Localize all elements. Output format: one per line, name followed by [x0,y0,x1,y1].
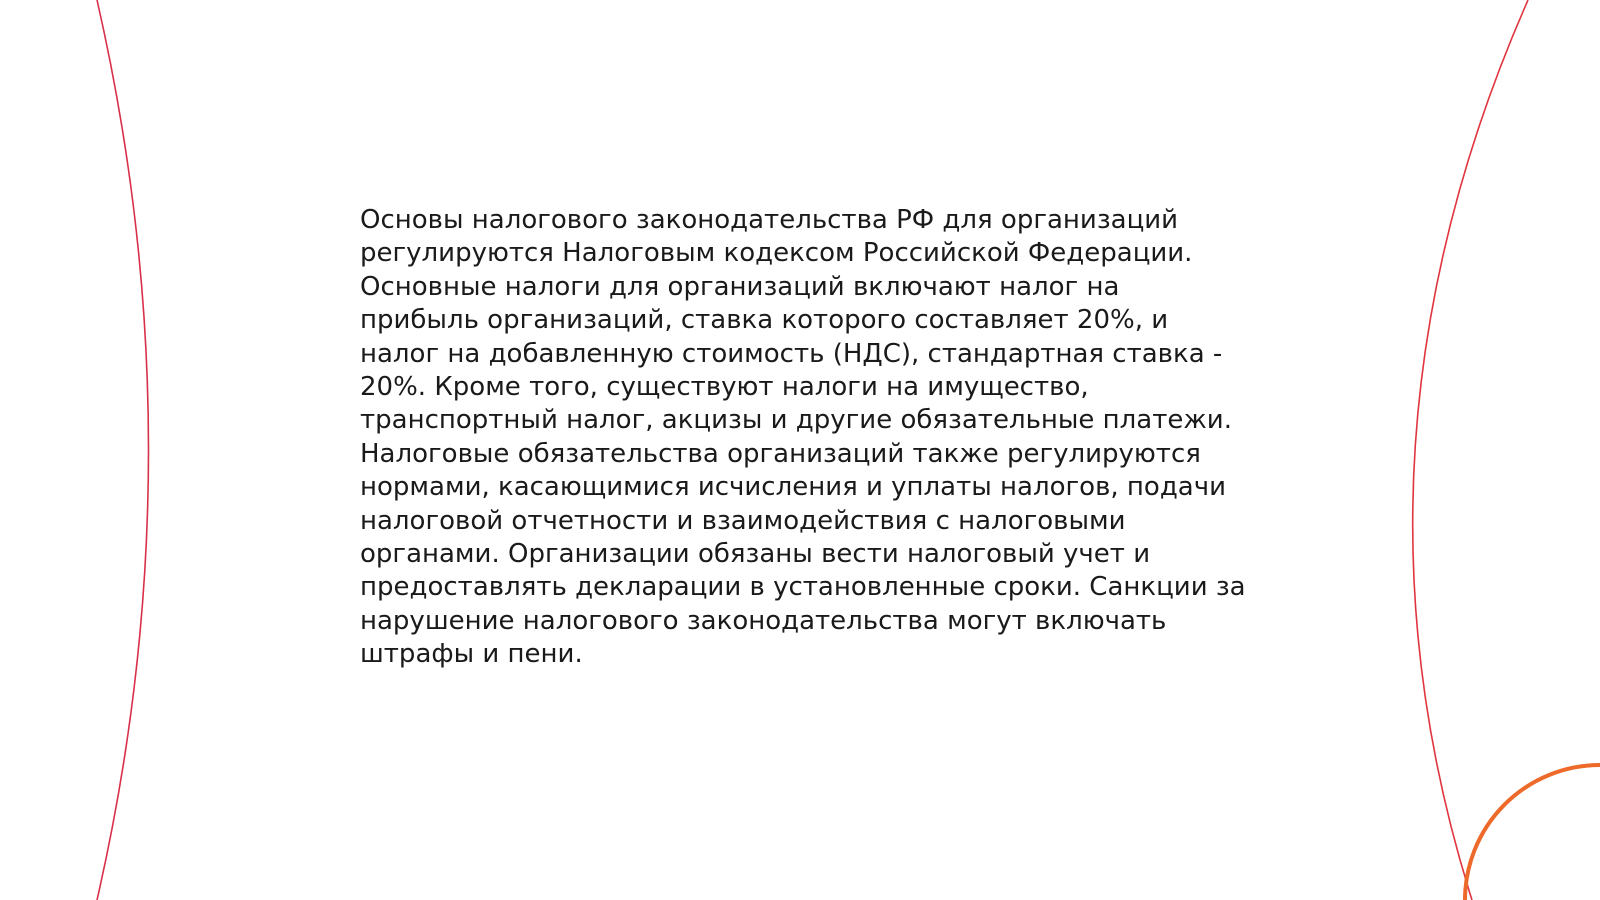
orange-arc [1465,765,1600,900]
text-line: налог на добавленную стоимость (НДС), стандартная ставка - [360,338,1223,369]
body-paragraph [360,204,1250,672]
text-line: регулируются Налоговым кодексом Российской Федерации. [360,238,1193,269]
text-line: нарушение налогового законодательства могут включать [360,605,1167,636]
text-line: 20%. Кроме того, существуют налоги на имущество, [360,372,1089,403]
text-line: предоставлять декларации в установленные сроки. Санкции за [360,572,1246,603]
right-curve [1413,0,1528,900]
left-curve [97,0,149,900]
text-line: Основы налогового законодательства РФ для организаций [360,205,1179,235]
text-line: Налоговые обязательства организаций также регулируются [360,438,1201,469]
text-line: налоговой отчетности и взаимодействия с налоговыми [360,505,1126,536]
text-line: нормами, касающимися исчисления и уплаты налогов, подачи [360,472,1226,503]
text-line: Основные налоги для организаций включают налог на [360,271,1120,302]
text-line: транспортный налог, акцизы и другие обязательные платежи. [360,405,1232,436]
text-line: прибыль организаций, ставка которого составляет 20%, и [360,305,1169,336]
text-line: штрафы и пени. [360,639,583,670]
text-line: органами. Организации обязаны вести налоговый учет и [360,539,1151,570]
